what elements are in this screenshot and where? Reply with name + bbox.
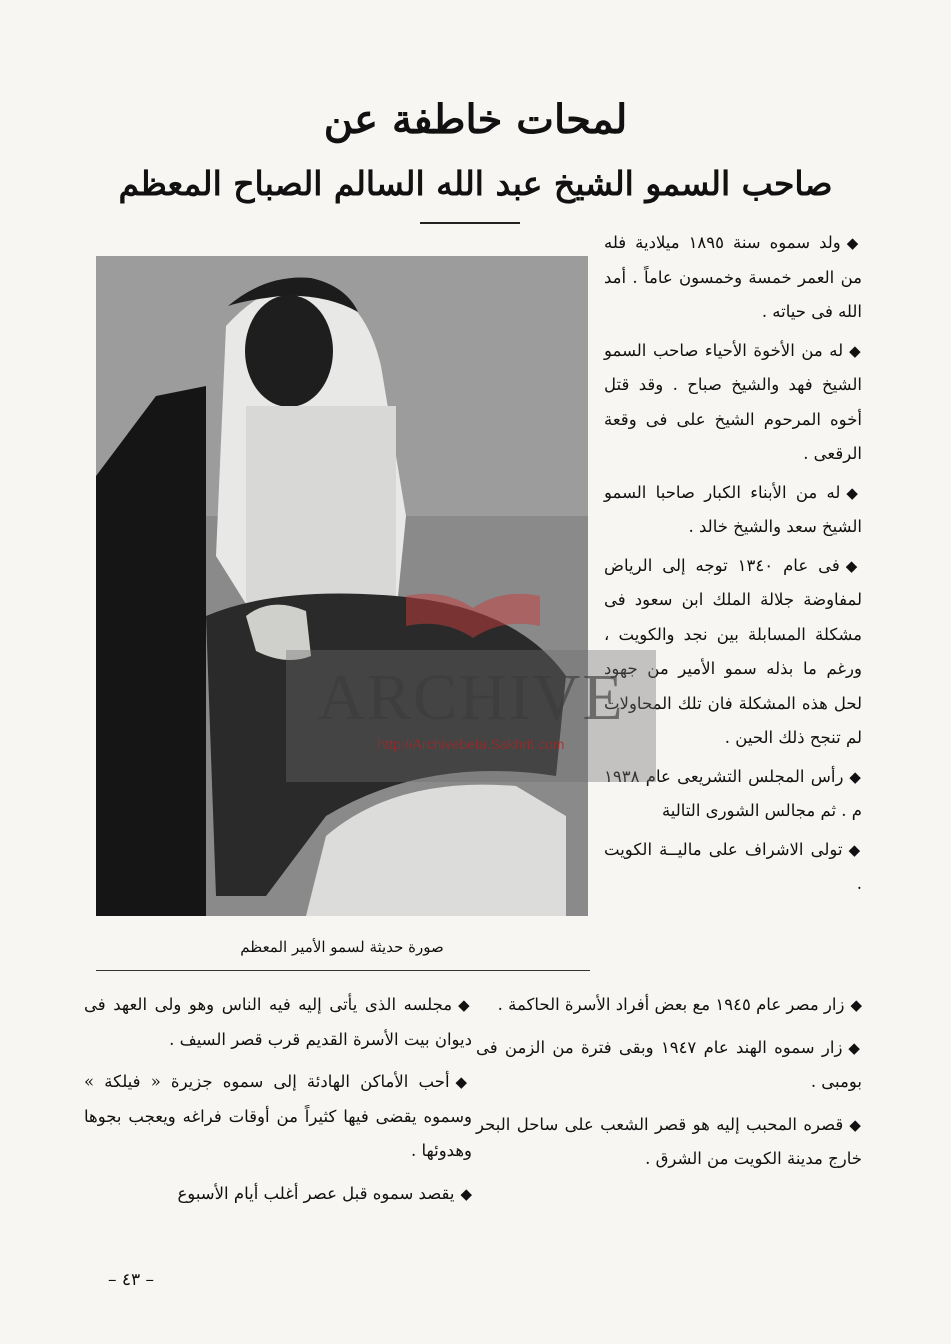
bullet-icon: ◆ bbox=[455, 1073, 472, 1091]
list-item: ◆رأس المجلس التشريعى عام ١٩٣٨ م . ثم مجالس الشورى التالية bbox=[604, 766, 863, 820]
bottom-left-column bbox=[84, 988, 472, 1211]
bullet-icon: ◆ bbox=[846, 234, 862, 252]
page-number: – ٤٣ – bbox=[107, 1270, 155, 1290]
book-logo-icon bbox=[398, 578, 548, 648]
bullet-icon: ◆ bbox=[458, 996, 473, 1014]
bullet-icon: ◆ bbox=[849, 767, 863, 786]
list-item: ◆ولد سموه سنة ١٨٩٥ ميلادية فله من العمر خمسة وخمسون عاماً . أمد الله فى حياته . bbox=[604, 233, 862, 321]
right-column bbox=[604, 226, 862, 902]
bullet-icon: ◆ bbox=[849, 341, 862, 360]
bullet-icon: ◆ bbox=[849, 1115, 862, 1134]
list-item: ◆له من الأخوة الأحياء صاحب السمو الشيخ فهد والشيخ صباح . وقد قتل أخوه المرحوم الشيخ على فى وقعة الرقعى . bbox=[604, 340, 862, 463]
list-item: ◆زار سموه الهند عام ١٩٤٧ وبقى فترة من الزمن فى بومبى . bbox=[476, 1037, 862, 1091]
list-item: ◆قصره المحبب إليه هو قصر الشعب على ساحل البحر خارج مدينة الكويت من الشرق . bbox=[476, 1114, 862, 1168]
bullet-icon: ◆ bbox=[850, 996, 862, 1014]
bottom-right-column bbox=[476, 988, 862, 1177]
bullet-icon: ◆ bbox=[845, 556, 863, 575]
caption-divider bbox=[96, 970, 590, 971]
photo-caption: صورة حديثة لسمو الأمير المعظم bbox=[240, 938, 444, 956]
list-item: ◆تولى الاشراف على ماليــة الكويت . bbox=[604, 839, 862, 893]
page-subtitle: صاحب السمو الشيخ عبد الله السالم الصباح المعظم bbox=[118, 164, 833, 203]
list-item: ◆فى عام ١٣٤٠ توجه إلى الرياض لمفاوضة جلالة الملك ابن سعود فى مشكلة المسابلة بين نجد والكويت ، ورغم ما بذله سمو الأمير من جهود لحل هذه المشكلة فان تلك المحاولات لم تنجح ذلك الحين . bbox=[604, 555, 863, 747]
title-underline bbox=[420, 222, 520, 224]
bullet-icon: ◆ bbox=[846, 483, 862, 502]
list-item: ◆زار مصر عام ١٩٤٥ مع بعض أفراد الأسرة الحاكمة . bbox=[497, 995, 862, 1014]
list-item: ◆يقصد سموه قبل عصر أغلب أيام الأسبوع bbox=[177, 1183, 472, 1203]
list-item: ◆مجلسه الذى يأتى إليه فيه الناس وهو ولى العهد فى ديوان بيت الأسرة القديم قرب قصر السيف . bbox=[84, 995, 473, 1049]
bullet-icon: ◆ bbox=[848, 1038, 862, 1057]
list-item: ◆له من الأبناء الكبار صاحبا السمو الشيخ سعد والشيخ خالد . bbox=[604, 482, 862, 536]
bullet-icon: ◆ bbox=[848, 840, 862, 859]
list-item: ◆أحب الأماكن الهادئة إلى سموه جزيرة « فيلكة » وسموه يقضى فيها كثيراً من أوقات فراغه ويعجب بجوها وهدوئها . bbox=[84, 1072, 472, 1160]
watermark-text: ARCHIVE bbox=[317, 661, 625, 734]
bullet-icon: ◆ bbox=[460, 1184, 472, 1203]
page-title: لمحات خاطفة عن bbox=[323, 96, 628, 143]
watermark-url: http://Archivebeta.Sakhrit.com bbox=[377, 736, 565, 752]
